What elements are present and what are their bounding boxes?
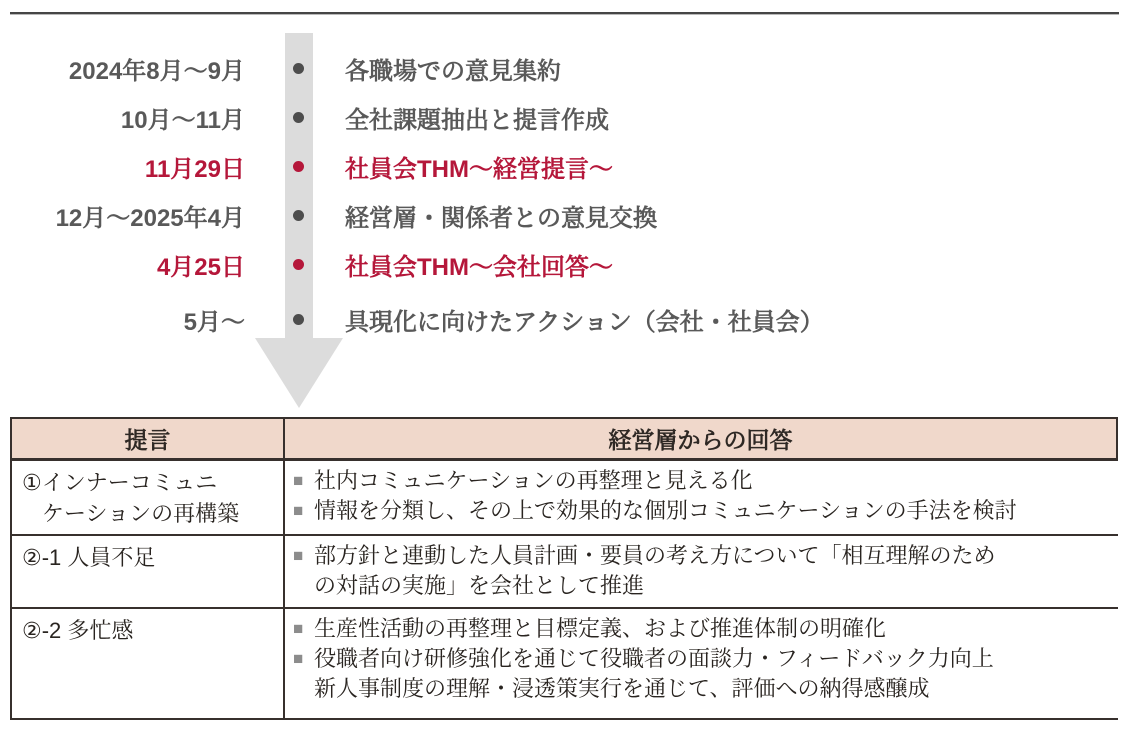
header-cell-answer: 経営層からの回答 xyxy=(285,417,1118,461)
timeline-date: 2024年8月～9月 xyxy=(68,57,245,85)
timeline-event-label: 社員会THM～会社回答～ xyxy=(345,253,613,281)
answer-text: 社内コミュニケーションの再整理と見える化 xyxy=(314,468,753,493)
timeline-event-label: 経営層・関係者との意見交換 xyxy=(345,204,657,232)
answer-text: 情報を分類し、その上で効果的な個別コミュニケーションの手法を検討 xyxy=(314,498,1017,523)
timeline-row xyxy=(0,246,1130,282)
timeline-event-label: 社員会THM～経営提言～ xyxy=(345,155,613,183)
proposal-answer-table xyxy=(10,417,1118,720)
table-row xyxy=(10,536,1118,609)
timeline-dot-icon xyxy=(293,210,304,221)
timeline-dot-icon xyxy=(293,112,304,123)
answer-line xyxy=(293,644,1114,674)
square-bullet-icon xyxy=(293,571,314,601)
timeline-row xyxy=(0,50,1130,86)
answer-text: 生産性活動の再整理と目標定義、および推進体制の明確化 xyxy=(314,616,887,641)
square-bullet-icon: ■ xyxy=(293,471,304,490)
answer-text: 部方針と連動した人員計画・要員の考え方について「相互理解のため xyxy=(314,543,996,568)
proposal-cell xyxy=(10,536,285,609)
timeline-arrowhead-icon xyxy=(255,338,343,408)
proposal-line: ②-1 人員不足 xyxy=(22,545,156,570)
timeline-row xyxy=(0,99,1130,135)
timeline-dot-icon xyxy=(293,63,304,74)
square-bullet-icon xyxy=(293,674,314,704)
timeline-row xyxy=(0,197,1130,233)
timeline-row xyxy=(0,148,1130,184)
square-bullet-icon: ■ xyxy=(293,649,304,668)
answer-line xyxy=(293,571,1114,601)
answer-cell xyxy=(285,536,1118,609)
timeline-date: 5月～ xyxy=(183,308,245,336)
square-bullet-icon: ■ xyxy=(293,501,304,520)
header-cell-proposal: 提言 xyxy=(10,417,285,461)
proposal-cell xyxy=(10,609,285,720)
answer-line xyxy=(293,614,1114,644)
answer-line xyxy=(293,466,1114,496)
timeline-date: 4月25日 xyxy=(156,253,245,281)
answer-cell xyxy=(285,461,1118,536)
answer-text: の対話の実施」を会社として推進 xyxy=(314,573,645,598)
square-bullet-icon: ■ xyxy=(293,546,304,565)
proposal-line: ケーションの再構築 xyxy=(42,501,240,526)
table-row xyxy=(10,609,1118,720)
proposal-line: ②-2 多忙感 xyxy=(22,618,134,643)
answer-line xyxy=(293,496,1114,526)
square-bullet-icon: ■ xyxy=(293,619,304,638)
proposal-cell xyxy=(10,461,285,536)
answer-text: 新人事制度の理解・浸透策実行を通じて、評価への納得感醸成 xyxy=(314,676,930,701)
proposal-line: ①インナーコミュニ xyxy=(22,470,218,495)
timeline-event-label: 各職場での意見集約 xyxy=(345,57,561,85)
timeline-dot-icon xyxy=(293,161,304,172)
answer-cell xyxy=(285,609,1118,720)
timeline-event-label: 全社課題抽出と提言作成 xyxy=(345,106,609,134)
answer-line xyxy=(293,541,1114,571)
timeline-dot-icon xyxy=(293,314,304,325)
timeline-event-label: 具現化に向けたアクション（会社・社員会） xyxy=(345,308,824,336)
timeline-date: 10月～11月 xyxy=(120,106,245,134)
timeline-date: 12月～2025年4月 xyxy=(55,204,245,232)
answer-text: 役職者向け研修強化を通じて役職者の面談力・フィードバック力向上 xyxy=(314,646,994,671)
table-header-row xyxy=(10,417,1118,461)
table-row xyxy=(10,461,1118,536)
timeline-dot-icon xyxy=(293,259,304,270)
timeline-row xyxy=(0,301,1130,337)
answer-line xyxy=(293,674,1114,704)
timeline-date: 11月29日 xyxy=(144,155,245,183)
